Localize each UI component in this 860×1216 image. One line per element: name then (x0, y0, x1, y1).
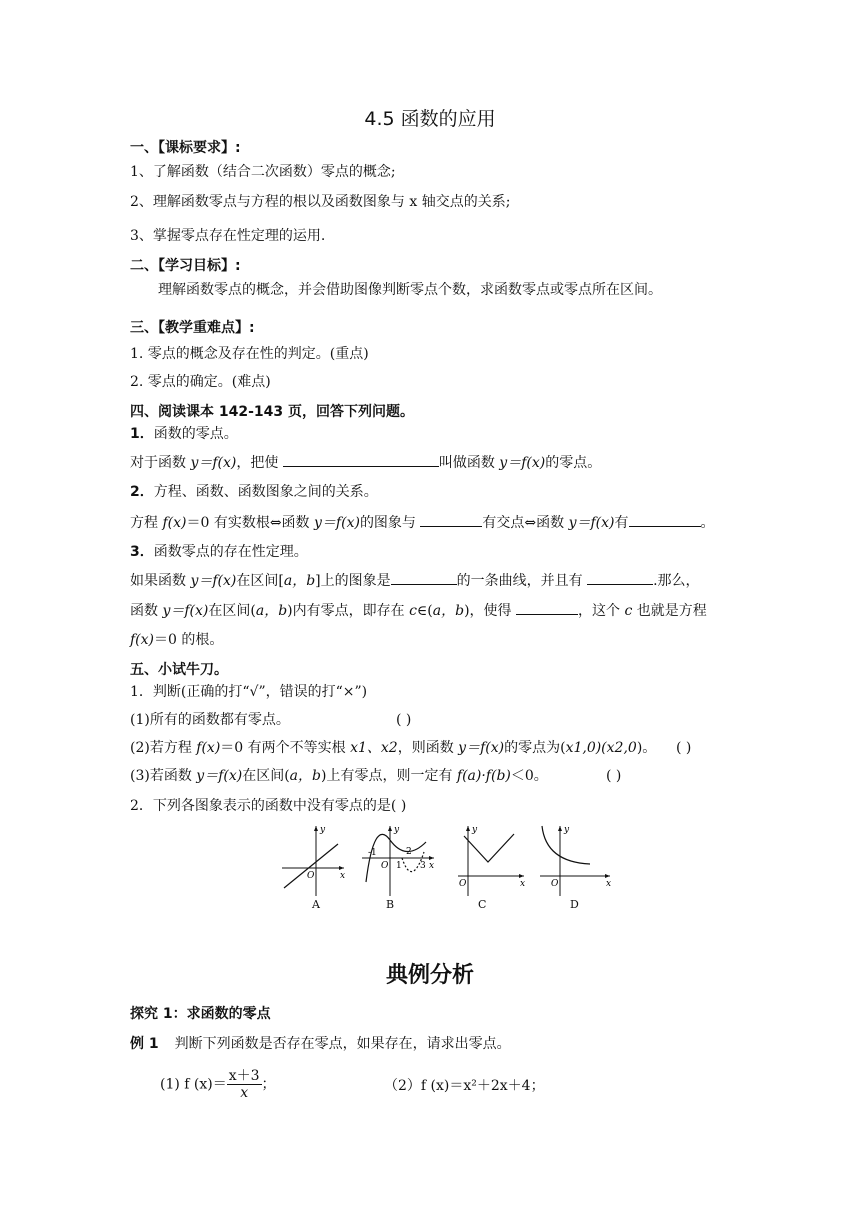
q2-title-line: 2．方程、函数、函数图象之间的关系。 (130, 484, 378, 500)
graph-c-y-label: y (472, 825, 478, 835)
graph-b-label: B (386, 898, 395, 911)
graph-a-y-label: y (320, 825, 326, 835)
graph-a[interactable] (282, 825, 345, 896)
graph-b-origin: O (381, 861, 389, 871)
example-1-line: 例 1 判断下列函数是否存在零点，如果存在，请求出零点。 (130, 1036, 511, 1052)
graph-d-y-label: y (564, 825, 570, 835)
answer-paren-1[interactable]: ( ) (396, 712, 412, 728)
q3-line-1: 如果函数 y＝f(x)在区间[a，b]上的图象是 的一条曲线，并且有 .那么， (130, 570, 700, 591)
judge-item-3: (3)若函数 y＝f(x)在区间(a，b)上有零点，则一定有 f(a)·f(b)＜0。 ( ) (130, 768, 622, 784)
section-1-heading: 一、【课标要求】: (130, 140, 241, 156)
graph-b-tick-2: 2 (406, 847, 412, 857)
function-graphs (278, 822, 618, 912)
graph-b-tick-3: 3 (420, 861, 426, 871)
graph-b[interactable] (362, 825, 434, 896)
graph-b-tick-neg1: -1 (368, 848, 377, 858)
q3-title-line: 3．函数零点的存在性定理。 (130, 544, 308, 560)
graph-a-label: A (312, 898, 320, 911)
graph-a-x-label: x (340, 871, 346, 881)
example-1-part-2: （2）f (x)＝x²＋2x＋4； (384, 1078, 545, 1094)
graph-c[interactable] (458, 825, 525, 896)
example-1-part-1: (1) f (x)＝ $\frac{x+3}{x}$ ； (160, 1068, 276, 1101)
graph-d[interactable] (540, 825, 611, 896)
judge-item-2: (2)若方程 f(x)＝0 有两个不等实根 x1、x2，则函数 y＝f(x)的零点为(x1,0)(x2,0)。 ( ) (130, 740, 692, 756)
choice-prompt: 2．下列各图象表示的函数中没有零点的是( ) (130, 798, 407, 814)
q1-line: 对于函数 y＝f(x)，把使 叫做函数 y＝f(x)的零点。 (130, 452, 601, 473)
blank-3[interactable] (629, 512, 701, 527)
judge-prompt: 1．判断(正确的打“√”，错误的打“×”) (130, 684, 368, 700)
s2-line-1: 理解函数零点的概念，并会借助图像判断零点个数，求函数零点或零点所在区间。 (158, 282, 662, 298)
q1-title-line: 1．函数的零点。 (130, 426, 238, 442)
answer-paren-3[interactable]: ( ) (606, 768, 622, 784)
s1-line-1: 1、了解函数（结合二次函数）零点的概念; (130, 164, 396, 180)
blank-1[interactable] (283, 452, 439, 467)
q3-line-2: 函数 y＝f(x)在区间(a，b)内有零点，即存在 c∈(a，b)，使得 ，这个 c 也就是方程 (130, 600, 707, 621)
answer-paren-2[interactable]: ( ) (676, 740, 692, 756)
fraction: $\frac{x+3}{x}$ (228, 1068, 260, 1101)
section-title-examples: 典例分析 (385, 963, 474, 988)
graph-b-y-label: y (394, 825, 400, 835)
page-title: 4.5 函数的应用 (364, 108, 496, 130)
graph-b-tick-1: 1 (396, 861, 402, 871)
graphs-svg (278, 822, 618, 898)
section-5-heading: 五、小试牛刀。 (130, 662, 228, 678)
section-2-heading: 二、【学习目标】: (130, 258, 241, 274)
graph-d-label: D (570, 898, 579, 911)
graph-d-x-label: x (606, 879, 612, 889)
graph-d-origin: O (551, 879, 559, 889)
graph-a-origin: O (307, 871, 315, 881)
section-4-heading: 四、阅读课本 142-143 页，回答下列问题。 (130, 404, 415, 420)
blank-4[interactable] (391, 570, 457, 585)
judge-item-1: (1)所有的函数都有零点。 ( ) (130, 712, 412, 728)
s1-line-3: 3、掌握零点存在性定理的运用. (130, 228, 326, 244)
graph-b-x-label: x (429, 861, 435, 871)
q2-line: 方程 f(x)＝0 有实数根⇔函数 y＝f(x)的图象与 有交点⇔函数 y＝f(x)有 。 (130, 512, 715, 533)
blank-5[interactable] (587, 570, 653, 585)
blank-2[interactable] (420, 512, 482, 527)
explore-1-heading: 探究 1：求函数的零点 (130, 1006, 271, 1022)
s3-line-1: 1. 零点的概念及存在性的判定。(重点) (130, 346, 369, 362)
s3-line-2: 2. 零点的确定。(难点) (130, 374, 271, 390)
blank-6[interactable] (516, 600, 578, 615)
q3-line-3: f(x)＝0 的根。 (130, 632, 224, 648)
section-3-heading: 三、【教学重难点】: (130, 320, 255, 336)
graph-c-origin: O (459, 879, 467, 889)
graph-c-label: C (478, 898, 487, 911)
graph-c-x-label: x (520, 879, 526, 889)
s1-line-2: 2、理解函数零点与方程的根以及函数图象与 x 轴交点的关系; (130, 194, 511, 210)
